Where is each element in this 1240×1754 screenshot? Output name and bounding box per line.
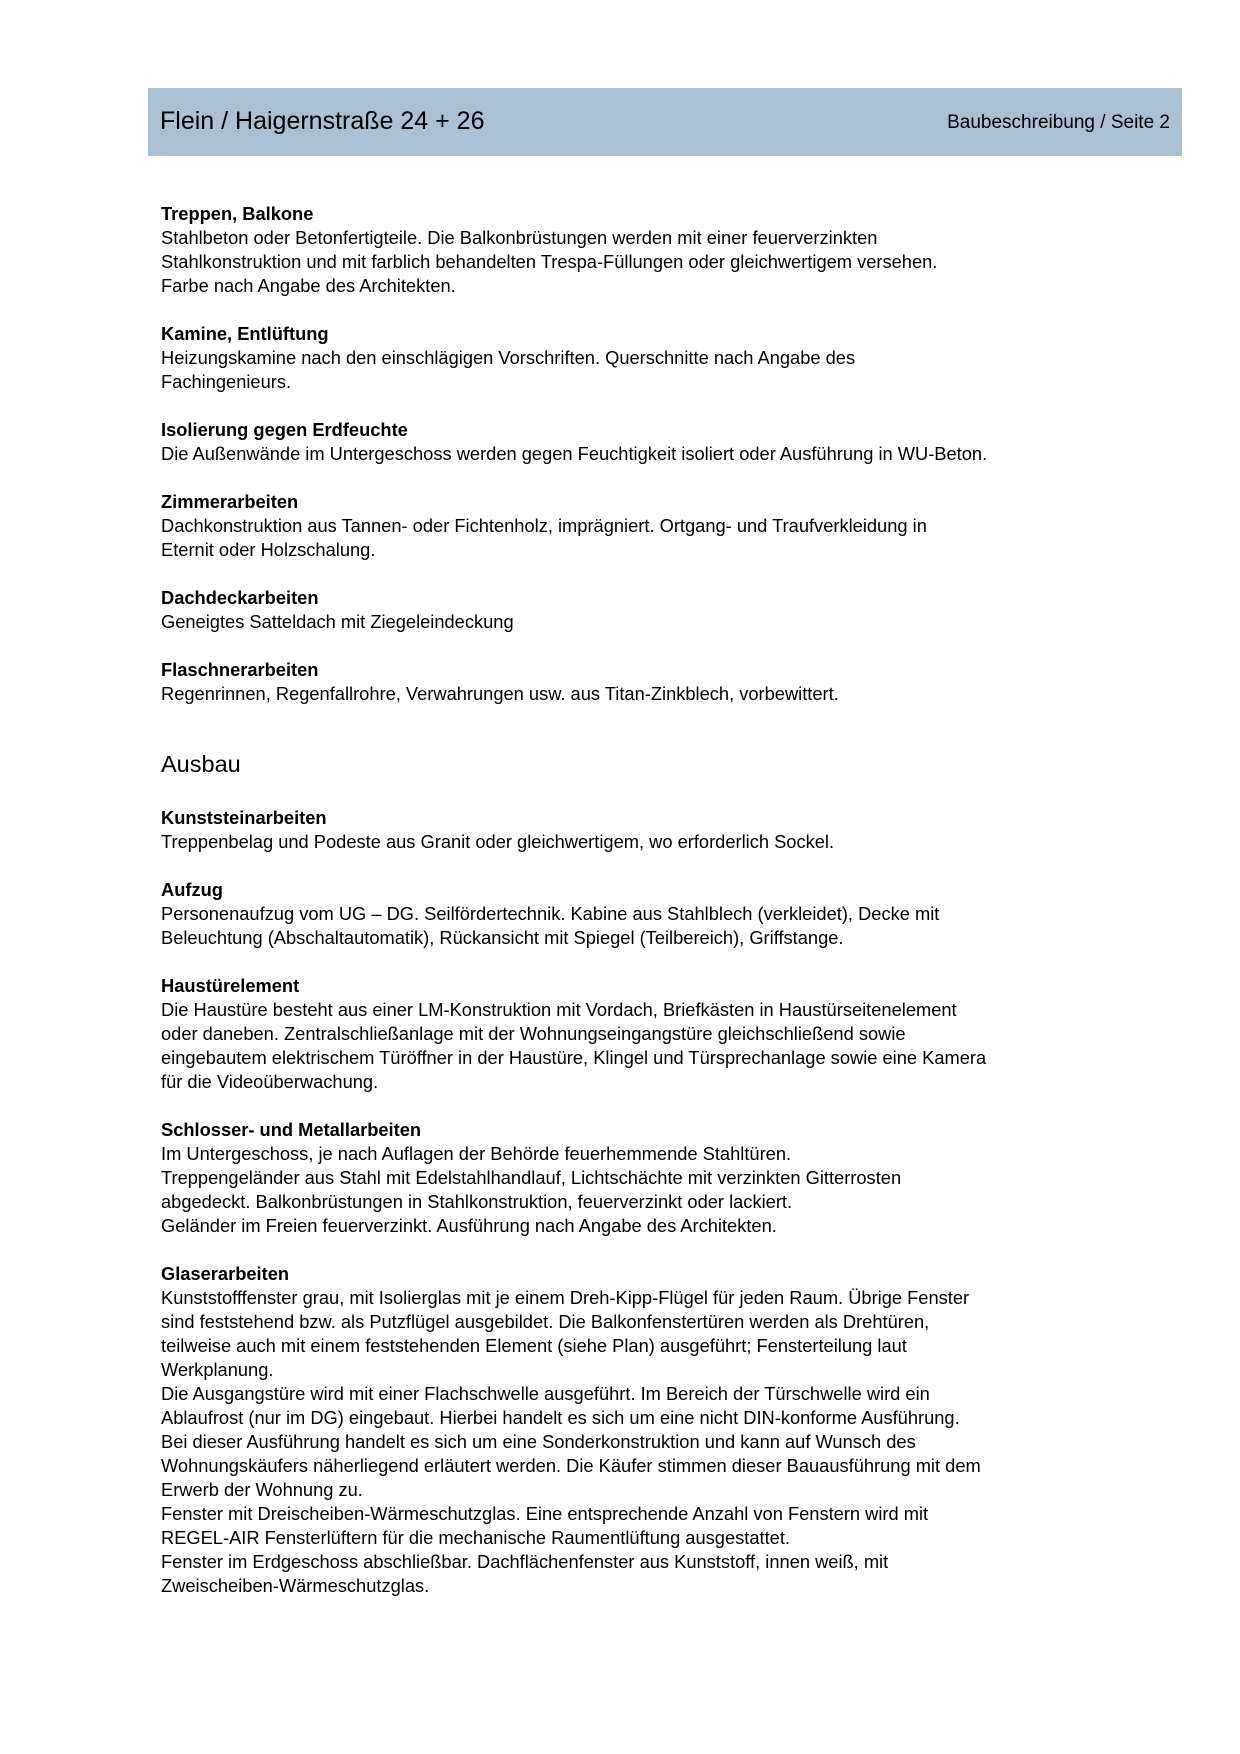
section-aufzug	[161, 878, 1121, 950]
section-body	[161, 514, 1121, 562]
section-group-ausbau	[161, 806, 1121, 1598]
section-heading: Haustürelement	[161, 975, 300, 996]
body-line: Fenster im Erdgeschoss abschließbar. Dachflächenfenster aus Kunststoff, innen weiß, mit	[161, 1551, 889, 1572]
section-flaschnerarbeiten	[161, 658, 1121, 706]
body-line: sind feststehend bzw. als Putzflügel ausgebildet. Die Balkonfenstertüren werden als Drehtüren,	[161, 1311, 930, 1332]
document-title: Flein / Haigernstraße 24 + 26	[160, 107, 485, 135]
page-header	[148, 88, 1182, 156]
section-heading: Dachdeckarbeiten	[161, 587, 319, 608]
section-heading: Aufzug	[161, 879, 223, 900]
body-line: Beleuchtung (Abschaltautomatik), Rückansicht mit Spiegel (Teilbereich), Griffstange.	[161, 927, 844, 948]
body-line: Dachkonstruktion aus Tannen- oder Fichtenholz, imprägniert. Ortgang- und Traufverkleidung in	[161, 515, 927, 536]
section-group-rohbau	[161, 202, 1121, 706]
body-line: Die Haustüre besteht aus einer LM-Konstruktion mit Vordach, Briefkästen in Haustürseitenelement	[161, 999, 957, 1020]
section-heading: Schlosser- und Metallarbeiten	[161, 1119, 422, 1140]
section-body	[161, 610, 1121, 634]
section-body	[161, 1142, 1121, 1238]
body-line: Wohnungskäufers näherliegend erläutert werden. Die Käufer stimmen dieser Bauausführung mit dem	[161, 1455, 981, 1476]
body-line: eingebautem elektrischem Türöffner in der Haustüre, Klingel und Türsprechanlage sowie eine Kamera	[161, 1047, 987, 1068]
section-haustuerelement	[161, 974, 1121, 1094]
body-line: Erwerb der Wohnung zu.	[161, 1479, 363, 1500]
body-line: Stahlbeton oder Betonfertigteile. Die Balkonbrüstungen werden mit einer feuerverzinkten	[161, 227, 878, 248]
section-treppen-balkone	[161, 202, 1121, 298]
section-zimmerarbeiten	[161, 490, 1121, 562]
section-heading: Kunststeinarbeiten	[161, 807, 327, 828]
section-glaserarbeiten	[161, 1262, 1121, 1598]
section-heading: Glaserarbeiten	[161, 1263, 290, 1284]
body-line: Kunststofffenster grau, mit Isolierglas mit je einem Dreh-Kipp-Flügel für jeden Raum. Übrige Fenster	[161, 1287, 970, 1308]
section-body	[161, 346, 1121, 394]
body-line: Heizungskamine nach den einschlägigen Vorschriften. Querschnitte nach Angabe des	[161, 347, 856, 368]
section-body	[161, 998, 1121, 1094]
page-label: Baubeschreibung / Seite 2	[947, 112, 1170, 133]
body-line: Regenrinnen, Regenfallrohre, Verwahrungen usw. aus Titan-Zinkblech, vorbewittert.	[161, 683, 839, 704]
body-line: Bei dieser Ausführung handelt es sich um eine Sonderkonstruktion und kann auf Wunsch des	[161, 1431, 916, 1452]
body-line: Zweischeiben-Wärmeschutzglas.	[161, 1575, 430, 1596]
body-line: Werkplanung.	[161, 1359, 274, 1380]
body-line: Fenster mit Dreischeiben-Wärmeschutzglas. Eine entsprechende Anzahl von Fenstern wird mit	[161, 1503, 929, 1524]
body-line: Die Ausgangstüre wird mit einer Flachschwelle ausgeführt. Im Bereich der Türschwelle wird ein	[161, 1383, 930, 1404]
body-line: Fachingenieurs.	[161, 371, 292, 392]
body-line: abgedeckt. Balkonbrüstungen in Stahlkonstruktion, feuerverzinkt oder lackiert.	[161, 1191, 793, 1212]
section-isolierung-gegen-erdfeuchte	[161, 418, 1121, 466]
body-line: oder daneben. Zentralschließanlage mit der Wohnungseingangstüre gleichschließend sowie	[161, 1023, 906, 1044]
section-dachdeckarbeiten	[161, 586, 1121, 634]
section-body	[161, 830, 1121, 854]
body-line: Personenaufzug vom UG – DG. Seilfördertechnik. Kabine aus Stahlblech (verkleidet), Decke mit	[161, 903, 940, 924]
section-kamine-entlueftung	[161, 322, 1121, 394]
section-body	[161, 902, 1121, 950]
body-line: Farbe nach Angabe des Architekten.	[161, 275, 456, 296]
body-line: Eternit oder Holzschalung.	[161, 539, 376, 560]
body-line: Treppengeländer aus Stahl mit Edelstahlhandlauf, Lichtschächte mit verzinkten Gitterrosten	[161, 1167, 902, 1188]
section-body	[161, 442, 1121, 466]
section-heading: Zimmerarbeiten	[161, 491, 299, 512]
body-line: Geländer im Freien feuerverzinkt. Ausführung nach Angabe des Architekten.	[161, 1215, 777, 1236]
body-line: Die Außenwände im Untergeschoss werden gegen Feuchtigkeit isoliert oder Ausführung in WU-Beton.	[161, 443, 988, 464]
section-schlosser-und-metallarbeiten	[161, 1118, 1121, 1238]
body-line: für die Videoüberwachung.	[161, 1071, 379, 1092]
body-line: teilweise auch mit einem feststehenden Element (siehe Plan) ausgeführt; Fensterteilung laut	[161, 1335, 907, 1356]
body-line: Im Untergeschoss, je nach Auflagen der Behörde feuerhemmende Stahltüren.	[161, 1143, 792, 1164]
body-line: Stahlkonstruktion und mit farblich behandelten Trespa-Füllungen oder gleichwertigem versehen.	[161, 251, 938, 272]
section-heading: Treppen, Balkone	[161, 203, 314, 224]
section-heading: Flaschnerarbeiten	[161, 659, 319, 680]
section-body	[161, 1286, 1121, 1598]
section-kunststeinarbeiten	[161, 806, 1121, 854]
document-body	[161, 202, 1121, 1622]
section-heading: Isolierung gegen Erdfeuchte	[161, 419, 408, 440]
body-line: Treppenbelag und Podeste aus Granit oder gleichwertigem, wo erforderlich Sockel.	[161, 831, 835, 852]
section-body	[161, 682, 1121, 706]
section-heading: Kamine, Entlüftung	[161, 323, 329, 344]
body-line: Geneigtes Satteldach mit Ziegeleindeckung	[161, 611, 514, 632]
part-heading-ausbau: Ausbau	[161, 751, 241, 777]
body-line: REGEL-AIR Fensterlüftern für die mechanische Raumentlüftung ausgestattet.	[161, 1527, 790, 1548]
body-line: Ablaufrost (nur im DG) eingebaut. Hierbei handelt es sich um eine nicht DIN-konforme Ausführung.	[161, 1407, 960, 1428]
section-body	[161, 226, 1121, 298]
